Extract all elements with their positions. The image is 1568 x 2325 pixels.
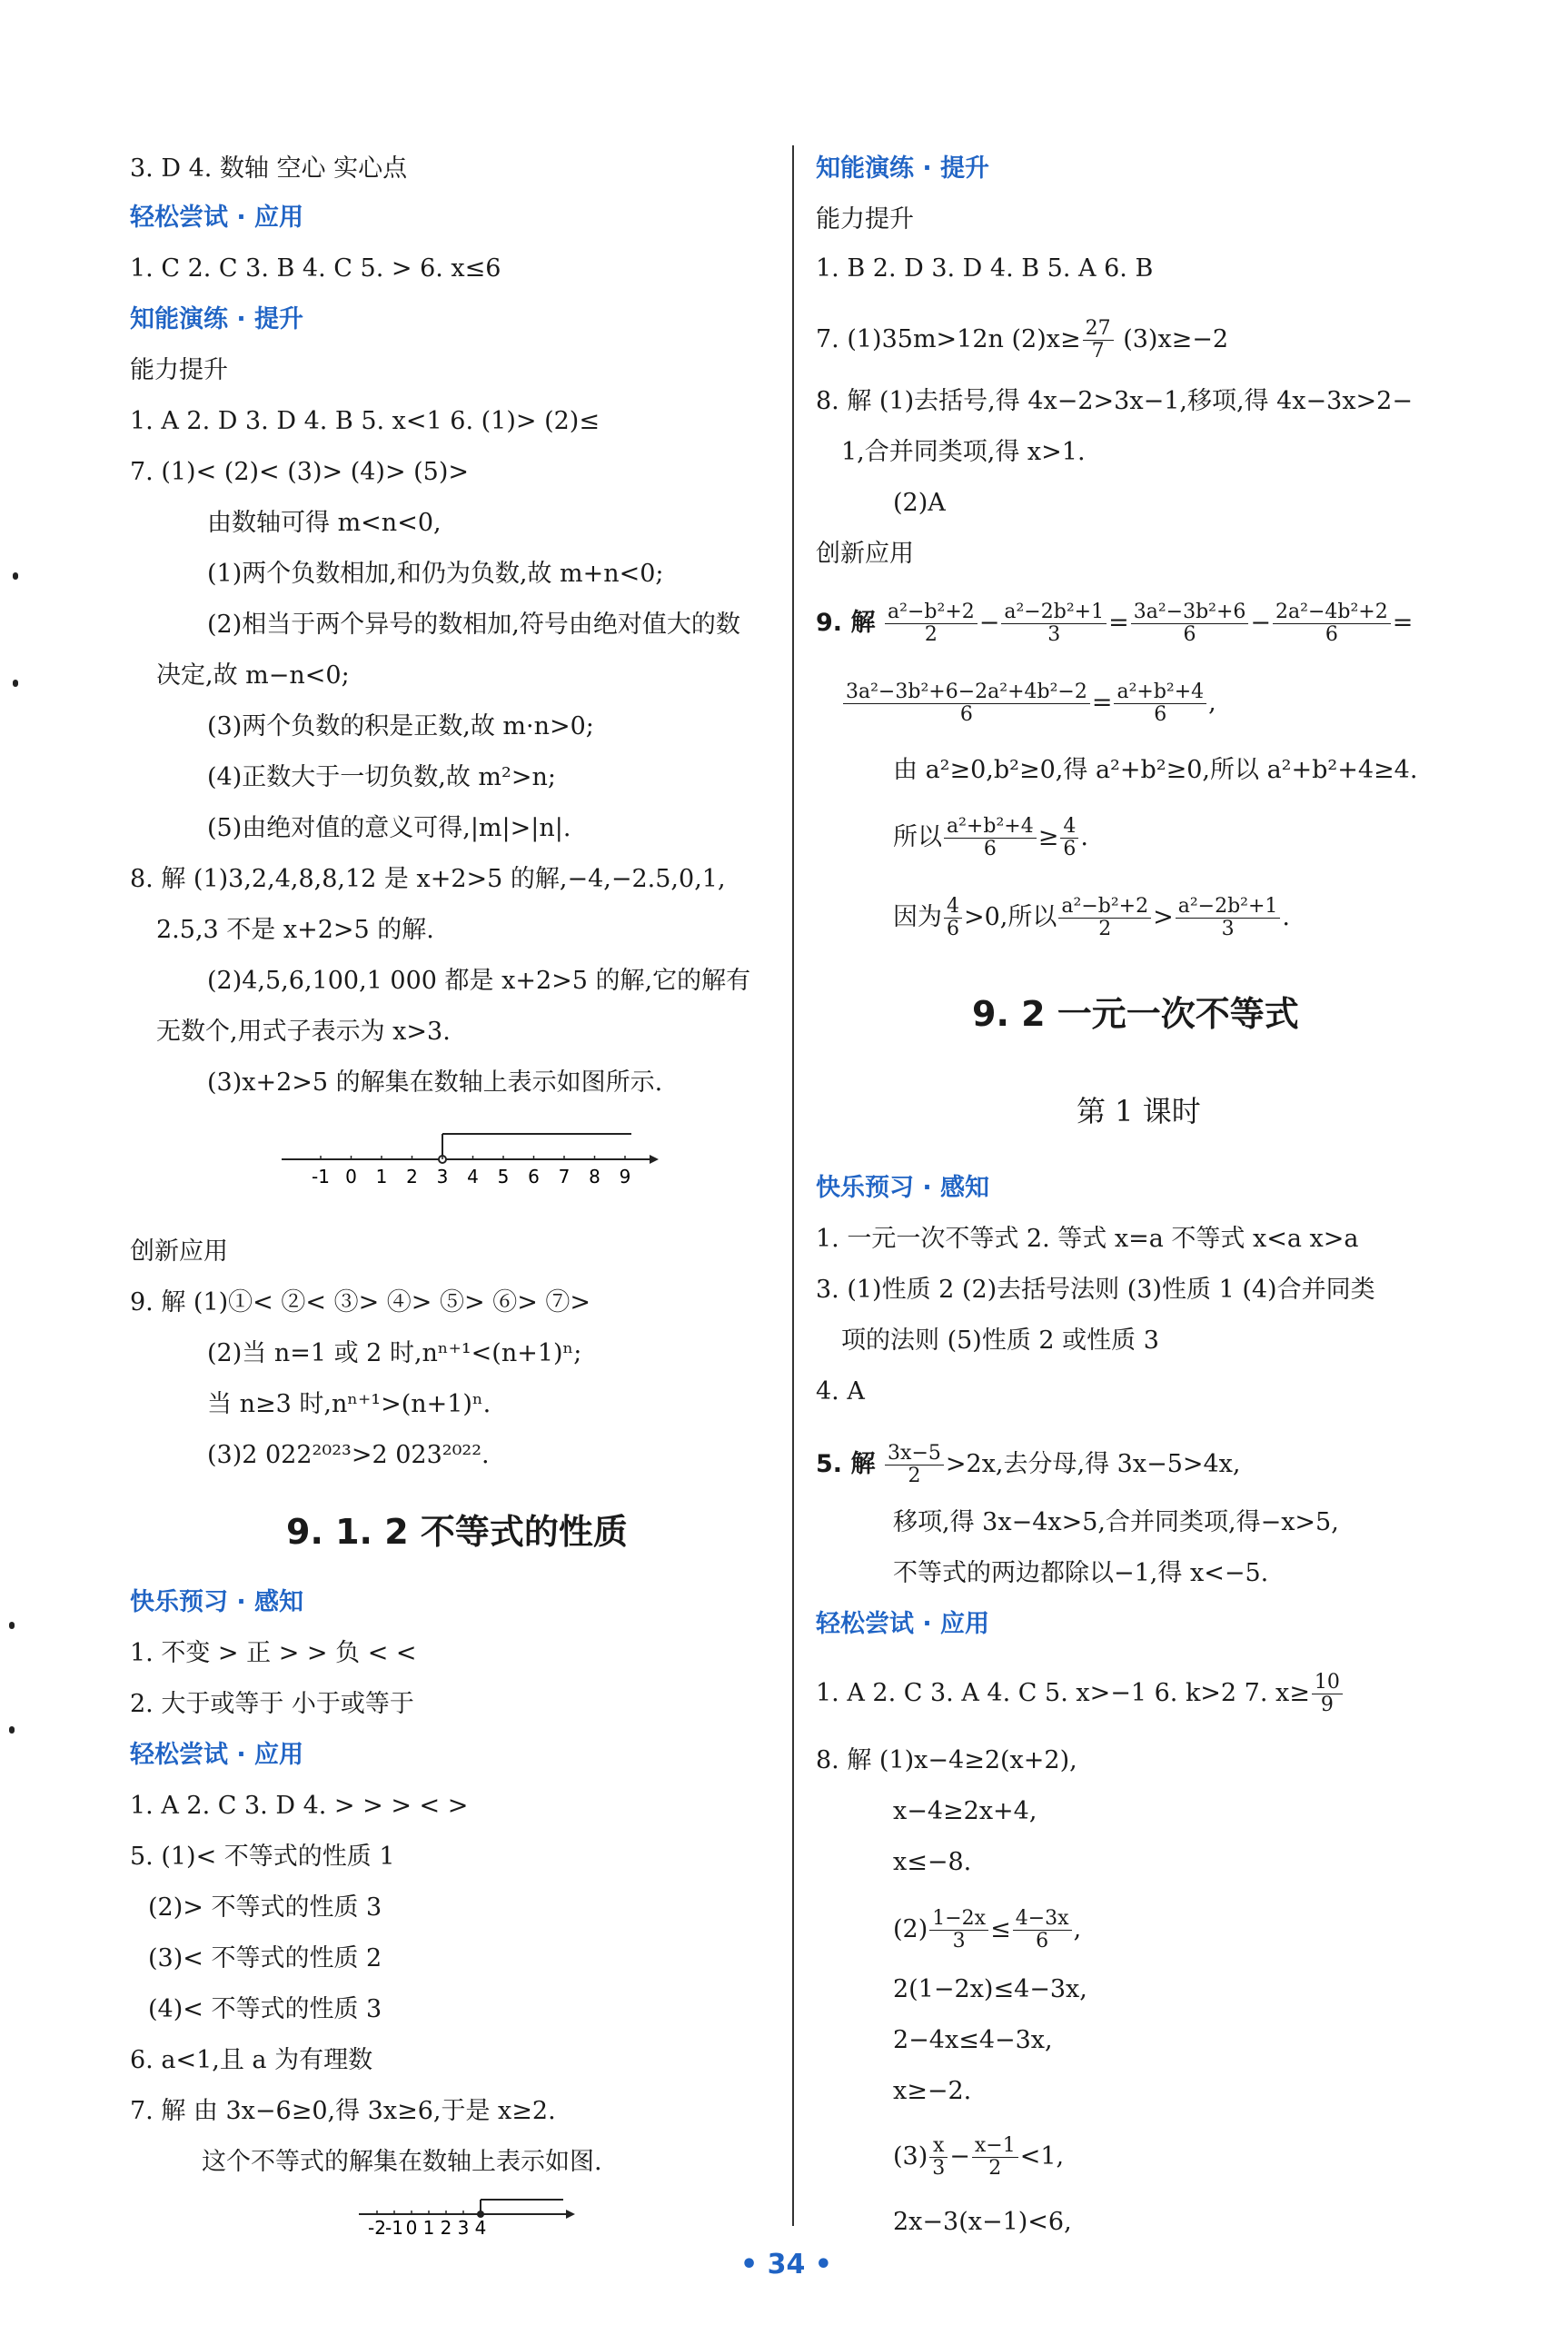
- answer-line: 1. C 2. C 3. B 4. C 5. > 6. x≤6: [130, 254, 501, 283]
- equation-line: 1. A 2. C 3. A 4. C 5. x>−1 6. k>2 7. x≥ $\frac{10}{9}$: [816, 1672, 1345, 1716]
- answer-line: 3. (1)性质 2 (2)去括号法则 (3)性质 1 (4)合并同类: [816, 1276, 1375, 1304]
- tick-label: 0: [405, 2217, 418, 2239]
- section-heading: 轻松尝试 · 应用: [130, 204, 304, 232]
- tick-label: 9: [619, 1166, 631, 1187]
- column-divider: [792, 145, 794, 2226]
- equation-line: 因为 $\frac{4}{6}$ >0,所以 $\frac{\text{a²−b²+2}}{2}$ > $\frac{\text{a²−2b²+1}}{3}$ .: [893, 895, 1291, 940]
- fraction: $\frac{\text{a²−2b²+1}}{3}$: [1176, 896, 1281, 940]
- answer-line: 不等式的两边都除以−1,得 x<−5.: [893, 1559, 1269, 1587]
- tick-label: 2: [440, 2217, 452, 2239]
- fraction: $\frac{\text{a²+b²+4}}{6}$: [1114, 681, 1206, 726]
- section-heading: 轻松尝试 · 应用: [130, 1741, 304, 1769]
- tick-label: 0: [345, 1166, 357, 1187]
- answer-line: 4. A: [816, 1377, 865, 1406]
- fraction: $\frac{3x-5}{2}$: [885, 1443, 944, 1487]
- solution-label: 5. 解: [816, 1450, 876, 1478]
- answer-line: (4)正数大于一切负数,故 m²>n;: [207, 763, 556, 791]
- tick-label: 5: [497, 1166, 510, 1187]
- tick-label: 4: [474, 2217, 487, 2239]
- answer-line: 决定,故 m−n<0;: [156, 661, 350, 690]
- answer-line: (2)> 不等式的性质 3: [148, 1893, 382, 1922]
- page-number: • 34 •: [740, 2249, 832, 2280]
- answer-line: (3)两个负数的积是正数,故 m·n>0;: [207, 712, 594, 740]
- tick-label: 6: [528, 1166, 540, 1187]
- answer-line: 7. 解 由 3x−6≥0,得 3x≥6,于是 x≥2.: [130, 2097, 556, 2125]
- answer-line: 1. B 2. D 3. D 4. B 5. A 6. B: [816, 254, 1154, 283]
- answer-line: (3)2 022²⁰²³>2 023²⁰²².: [207, 1441, 490, 1469]
- answer-line: 8. 解 (1)x−4≥2(x+2),: [816, 1746, 1077, 1774]
- fraction: $\frac{\text{3a²−3b²+6−2a²+4b²−2}}{6}$: [843, 681, 1090, 726]
- margin-mark: [13, 572, 18, 580]
- answer-line: 5. (1)< 不等式的性质 1: [130, 1843, 395, 1871]
- answer-line: 2. 大于或等于 小于或等于: [130, 1690, 414, 1718]
- section-heading: 快乐预习 · 感知: [816, 1174, 990, 1202]
- answer-line: 2(1−2x)≤4−3x,: [893, 1975, 1087, 2003]
- fraction: $\frac{x-1}{2}$: [972, 2135, 1018, 2180]
- tick-label: 8: [589, 1166, 600, 1187]
- answer-line: (2)A: [893, 489, 946, 517]
- answer-line: (4)< 不等式的性质 3: [148, 1995, 382, 2023]
- tick-label: 3: [457, 2217, 470, 2239]
- fraction: $\frac{27}{7}$: [1083, 318, 1114, 363]
- answer-line: 1. A 2. C 3. D 4. > > > < >: [130, 1792, 469, 1820]
- fraction: $\frac{4}{6}$: [1060, 816, 1078, 860]
- tick-label: -2: [368, 2217, 386, 2239]
- margin-mark: [13, 680, 18, 687]
- equation-line: $\frac{\text{3a²−3b²+6−2a²+4b²−2}}{6}$ = $\frac{\text{a²+b²+4}}{6}$ ,: [841, 681, 1216, 726]
- fraction: $\frac{\text{a²−2b²+1}}{3}$: [1001, 601, 1107, 646]
- margin-mark: [9, 1622, 15, 1629]
- answer-line: 项的法则 (5)性质 2 或性质 3: [841, 1326, 1159, 1355]
- answer-line: 移项,得 3x−4x>5,合并同类项,得−x>5,: [893, 1508, 1339, 1536]
- solution-label: 9. 解: [816, 609, 876, 637]
- fraction: $\frac{\text{2a²−4b²+2}}{6}$: [1273, 601, 1391, 646]
- answer-line: 这个不等式的解集在数轴上表示如图.: [202, 2148, 602, 2176]
- answer-line: 6. a<1,且 a 为有理数: [130, 2046, 373, 2074]
- answer-line: 7. (1)< (2)< (3)> (4)> (5)>: [130, 458, 470, 486]
- fraction: $\frac{\text{a²−b²+2}}{2}$: [1058, 896, 1151, 940]
- answer-line: [816, 318, 1228, 363]
- section-title: 9. 1. 2 不等式的性质: [286, 1512, 628, 1552]
- answer-text: (3)x≥−2: [1115, 325, 1229, 353]
- number-line-diagram: [359, 2194, 577, 2249]
- fraction: $\frac{4}{6}$: [944, 896, 962, 940]
- tick-label: -1: [312, 1166, 330, 1187]
- equation-line: 5. 解 $\frac{3x-5}{2}$ >2x,去分母,得 3x−5>4x,: [816, 1442, 1241, 1487]
- subsection-heading: 能力提升: [816, 205, 914, 233]
- answer-line: (5)由绝对值的意义可得,|m|>|n|.: [207, 814, 571, 842]
- answer-line: 无数个,用式子表示为 x>3.: [156, 1018, 451, 1046]
- answer-line: 8. 解 (1)去括号,得 4x−2>3x−1,移项,得 4x−3x>2−: [816, 387, 1413, 415]
- subsection-heading: 创新应用: [130, 1237, 228, 1266]
- tick-label: 1: [422, 2217, 435, 2239]
- fraction: $\frac{4-3x}{6}$: [1013, 1908, 1072, 1952]
- section-heading: 知能演练 · 提升: [816, 154, 990, 183]
- answer-line: 2x−3(x−1)<6,: [893, 2208, 1072, 2236]
- tick-label: 2: [406, 1166, 418, 1187]
- answer-line: 1,合并同类项,得 x>1.: [841, 438, 1086, 466]
- answer-line: 由数轴可得 m<n<0,: [207, 509, 442, 537]
- answer-line: (3)x+2>5 的解集在数轴上表示如图所示.: [207, 1068, 663, 1097]
- fraction: $\frac{\text{a²−b²+2}}{2}$: [885, 601, 978, 646]
- subsection-heading: 能力提升: [130, 356, 228, 384]
- answer-line: 8. 解 (1)3,2,4,8,8,12 是 x+2>5 的解,−4,−2.5,0,1,: [130, 865, 726, 893]
- answer-line: 2.5,3 不是 x+2>5 的解.: [156, 916, 434, 944]
- section-heading: 知能演练 · 提升: [130, 305, 304, 333]
- answer-line: 1. A 2. D 3. D 4. B 5. x<1 6. (1)> (2)≤: [130, 407, 600, 435]
- answer-line: (2)相当于两个异号的数相加,符号由绝对值大的数: [207, 611, 740, 639]
- equation-line: (2) $\frac{1-2x}{3}$ ≤ $\frac{4-3x}{6}$ ,: [893, 1907, 1082, 1952]
- answer-line: x−4≥2x+4,: [893, 1797, 1037, 1825]
- tick-label: 7: [558, 1166, 571, 1187]
- answer-line: 9. 解 (1)①< ②< ③> ④> ⑤> ⑥> ⑦>: [130, 1288, 591, 1317]
- answer-line: (1)两个负数相加,和仍为负数,故 m+n<0;: [207, 560, 664, 588]
- answer-text: 7. (1)35m>12n (2)x≥: [816, 325, 1081, 353]
- section-heading: 轻松尝试 · 应用: [816, 1610, 990, 1638]
- answer-line: (2)4,5,6,100,1 000 都是 x+2>5 的解,它的解有: [207, 967, 751, 995]
- answer-line: (3)< 不等式的性质 2: [148, 1944, 382, 1972]
- answer-line: 由 a²≥0,b²≥0,得 a²+b²≥0,所以 a²+b²+4≥4.: [893, 756, 1418, 784]
- fraction: $\frac{\text{a²+b²+4}}{6}$: [944, 816, 1037, 860]
- tick-label: 4: [467, 1166, 479, 1187]
- number-line-diagram: [277, 1127, 659, 1199]
- answer-line: 1. 不变 > 正 > > 负 < <: [130, 1639, 417, 1667]
- equation-line: (3) $\frac{x}{3}$ − $\frac{x-1}{2}$ <1,: [893, 2134, 1065, 2180]
- fraction: $\frac{1-2x}{3}$: [929, 1908, 988, 1952]
- tick-label: 3: [436, 1166, 449, 1187]
- answer-line: x≤−8.: [893, 1848, 972, 1876]
- fraction: $\frac{x}{3}$: [929, 2135, 948, 2180]
- fraction: $\frac{10}{9}$: [1312, 1672, 1343, 1716]
- subsection-heading: 创新应用: [816, 540, 914, 568]
- answer-line: 2−4x≤4−3x,: [893, 2026, 1053, 2054]
- tick-label: -1: [385, 2217, 403, 2239]
- equation-line: 9. 解 $\frac{\text{a²−b²+2}}{2}$ − $\frac{\text{a²−2b²+1}}{3}$ = $\frac{\text{3a²−3b²+6}}{6}$ − $\frac{\text{2a²−4b²+2}}{6}$ =: [816, 601, 1414, 646]
- fraction: $\frac{\text{3a²−3b²+6}}{6}$: [1131, 601, 1249, 646]
- tick-label: 1: [375, 1166, 388, 1187]
- answer-line: x≥−2.: [893, 2077, 972, 2105]
- answer-line: 当 n≥3 时,nⁿ⁺¹>(n+1)ⁿ.: [207, 1390, 491, 1418]
- answer-line: (2)当 n=1 或 2 时,nⁿ⁺¹<(n+1)ⁿ;: [207, 1339, 582, 1367]
- lesson-title: 第 1 课时: [1077, 1094, 1201, 1128]
- answer-line: 1. 一元一次不等式 2. 等式 x=a 不等式 x<a x>a: [816, 1225, 1359, 1253]
- section-title: 9. 2 一元一次不等式: [972, 994, 1299, 1034]
- answer-line: 3. D 4. 数轴 空心 实心点: [130, 154, 408, 183]
- margin-mark: [9, 1726, 15, 1734]
- section-heading: 快乐预习 · 感知: [130, 1588, 304, 1616]
- equation-line: 所以 $\frac{\text{a²+b²+4}}{6}$ ≥ $\frac{4}{6}$ .: [893, 815, 1088, 860]
